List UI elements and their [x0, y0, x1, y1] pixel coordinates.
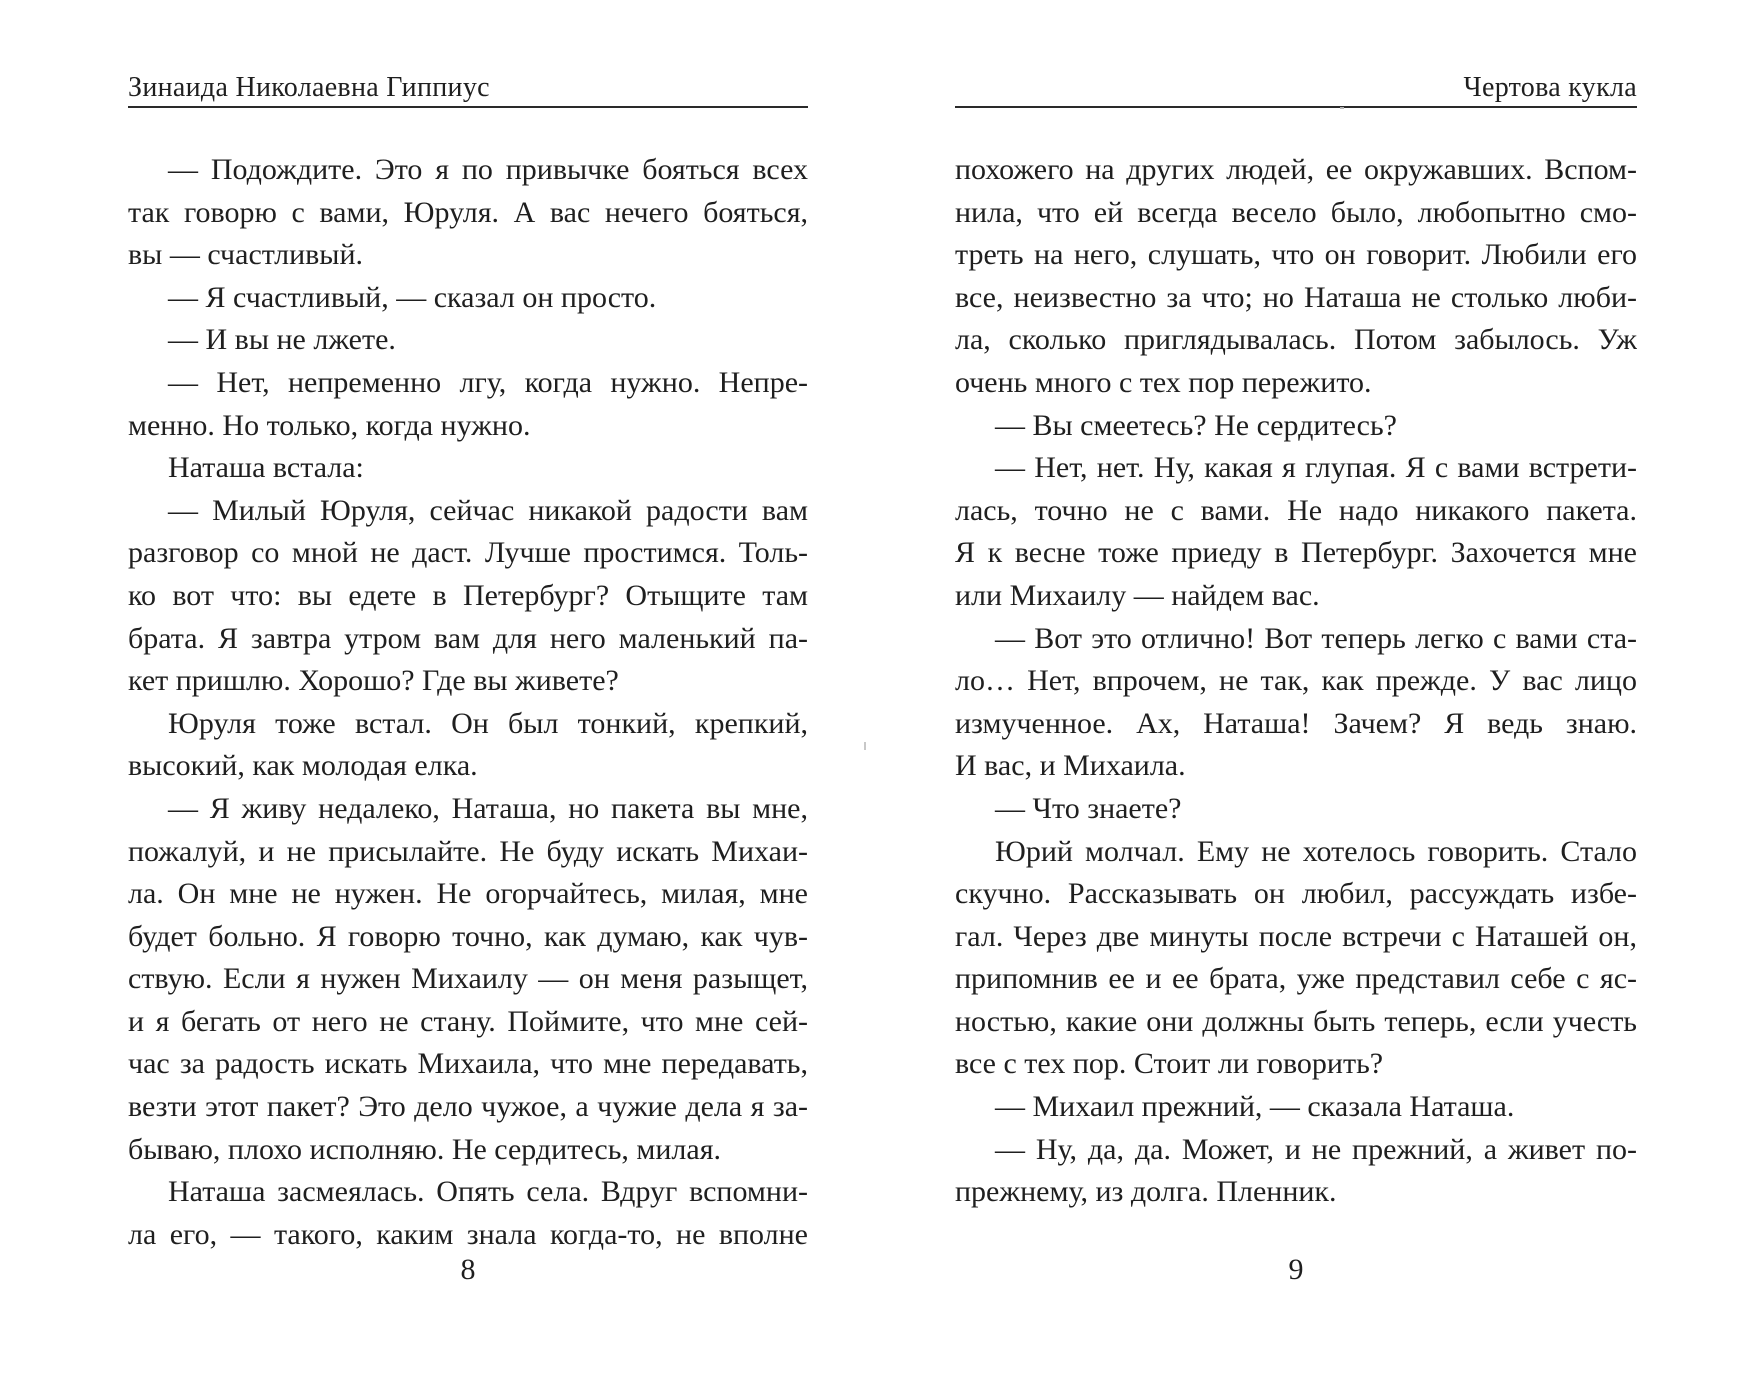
text-line: ла. Он мне не нужен. Не огорчайтесь, милая, мне	[128, 877, 808, 911]
text-line: ло… Нет, впрочем, не так, как прежде. У вас лицо	[955, 664, 1637, 698]
text-line: и я бегать от него не стану. Поймите, что мне сей-	[128, 1004, 808, 1038]
page-number: 9	[1288, 1253, 1304, 1286]
text-line: — Подождите. Это я по привычке бояться всех	[168, 153, 808, 186]
text-line: разговор со мной не даст. Лучше простимся. Толь-	[128, 536, 808, 570]
text-line: — Милый Юруля, сейчас никакой радости вам	[168, 493, 808, 527]
text-line: скучно. Рассказывать он любил, рассуждать избе-	[955, 877, 1637, 911]
header-rule	[955, 106, 1637, 108]
text-line: Юруля тоже встал. Он был тонкий, крепкий,	[168, 706, 808, 740]
gutter-mark	[864, 742, 866, 750]
text-line: бываю, плохо исполняю. Не сердитесь, милая.	[128, 1132, 722, 1166]
text-line: — Я живу недалеко, Наташа, но пакета вы мне,	[168, 791, 808, 825]
text-line: припомнив ее и ее брата, уже представил себе с яс-	[955, 962, 1637, 996]
text-line: ностью, какие они должны быть теперь, если учесть	[955, 1004, 1637, 1038]
text-line: — Вот это отлично! Вот теперь легко с вами ста-	[995, 621, 1637, 655]
text-line: Наташа встала:	[168, 451, 364, 485]
text-line: или Михаилу — найдем вас.	[955, 578, 1320, 612]
text-line: Я к весне тоже приеду в Петербург. Захочется мне	[955, 536, 1637, 570]
body-text	[128, 149, 808, 1256]
text-line: Юрий молчал. Ему не хотелось говорить. Стало	[995, 834, 1637, 868]
text-line: И вас, и Михаила.	[955, 749, 1186, 783]
text-line: все с тех пор. Стоит ли говорить?	[955, 1047, 1384, 1081]
text-line: лась, точно не с вами. Не надо никакого пакета.	[955, 493, 1637, 527]
text-line: ствую. Если я нужен Михаилу — он меня разыщет,	[128, 962, 808, 996]
text-line: похожего на других людей, ее окружавших. Вспом-	[955, 153, 1637, 186]
text-line: высокий, как молодая елка.	[128, 749, 478, 783]
text-line: — Михаил прежний, — сказала Наташа.	[995, 1090, 1515, 1124]
text-line: так говорю с вами, Юруля. А вас нечего бояться,	[128, 195, 808, 229]
text-line: очень много с тех пор пережито.	[955, 365, 1372, 399]
text-line: нила, что ей всегда весело было, любопытно смо-	[955, 195, 1637, 229]
text-line: ко вот что: вы едете в Петербург? Отыщите там	[128, 578, 808, 612]
text-line: — Вы смеетесь? Не сердитесь?	[995, 408, 1397, 442]
text-line: — Нет, нет. Ну, какая я глупая. Я с вами встрети-	[995, 451, 1637, 485]
text-line: пожалуй, и не присылайте. Не буду искать Михаи-	[128, 834, 808, 868]
running-head-title: Чертова кукла	[1463, 72, 1637, 103]
text-line: час за радость искать Михаила, что мне передавать,	[128, 1047, 808, 1081]
text-line: брата. Я завтра утром вам для него маленький па-	[128, 621, 808, 655]
body-text	[955, 149, 1637, 1214]
header-rule	[128, 106, 808, 108]
text-line: все, неизвестно за что; но Наташа не столько люби-	[955, 280, 1637, 314]
text-line: Наташа засмеялась. Опять села. Вдруг вспомни-	[168, 1175, 808, 1209]
text-line: кет пришлю. Хорошо? Где вы живете?	[128, 664, 619, 698]
left-page	[128, 0, 808, 1392]
text-line: ла его, — такого, каким знала когда-то, не вполне	[128, 1217, 808, 1251]
text-line: — Нет, непременно лгу, когда нужно. Непре-	[168, 365, 808, 399]
text-line: — Я счастливый, — сказал он просто.	[168, 280, 657, 314]
text-line: ла, сколько приглядывалась. Потом забылось. Уж	[955, 323, 1637, 357]
text-line: измученное. Ах, Наташа! Зачем? Я ведь знаю.	[955, 706, 1637, 740]
running-head-author: Зинаида Николаевна Гиппиус	[128, 72, 490, 103]
text-line: треть на него, слушать, что он говорит. Любили его	[955, 238, 1637, 272]
page-number: 8	[460, 1253, 476, 1286]
text-line: — Ну, да, да. Может, и не прежний, а живет по-	[995, 1132, 1637, 1166]
text-line: менно. Но только, когда нужно.	[128, 408, 531, 442]
text-line: будет больно. Я говорю точно, как думаю, как чув-	[128, 919, 808, 953]
text-line: — Что знаете?	[995, 791, 1182, 825]
right-page	[955, 0, 1637, 1392]
text-line: везти этот пакет? Это дело чужое, а чужие дела я за-	[128, 1090, 808, 1124]
text-line: гал. Через две минуты после встречи с Наташей он,	[955, 919, 1637, 953]
text-line: прежнему, из долга. Пленник.	[955, 1175, 1337, 1209]
print-speck	[1340, 107, 1344, 109]
text-line: — И вы не лжете.	[168, 323, 396, 357]
text-line: вы — счастливый.	[128, 238, 364, 272]
